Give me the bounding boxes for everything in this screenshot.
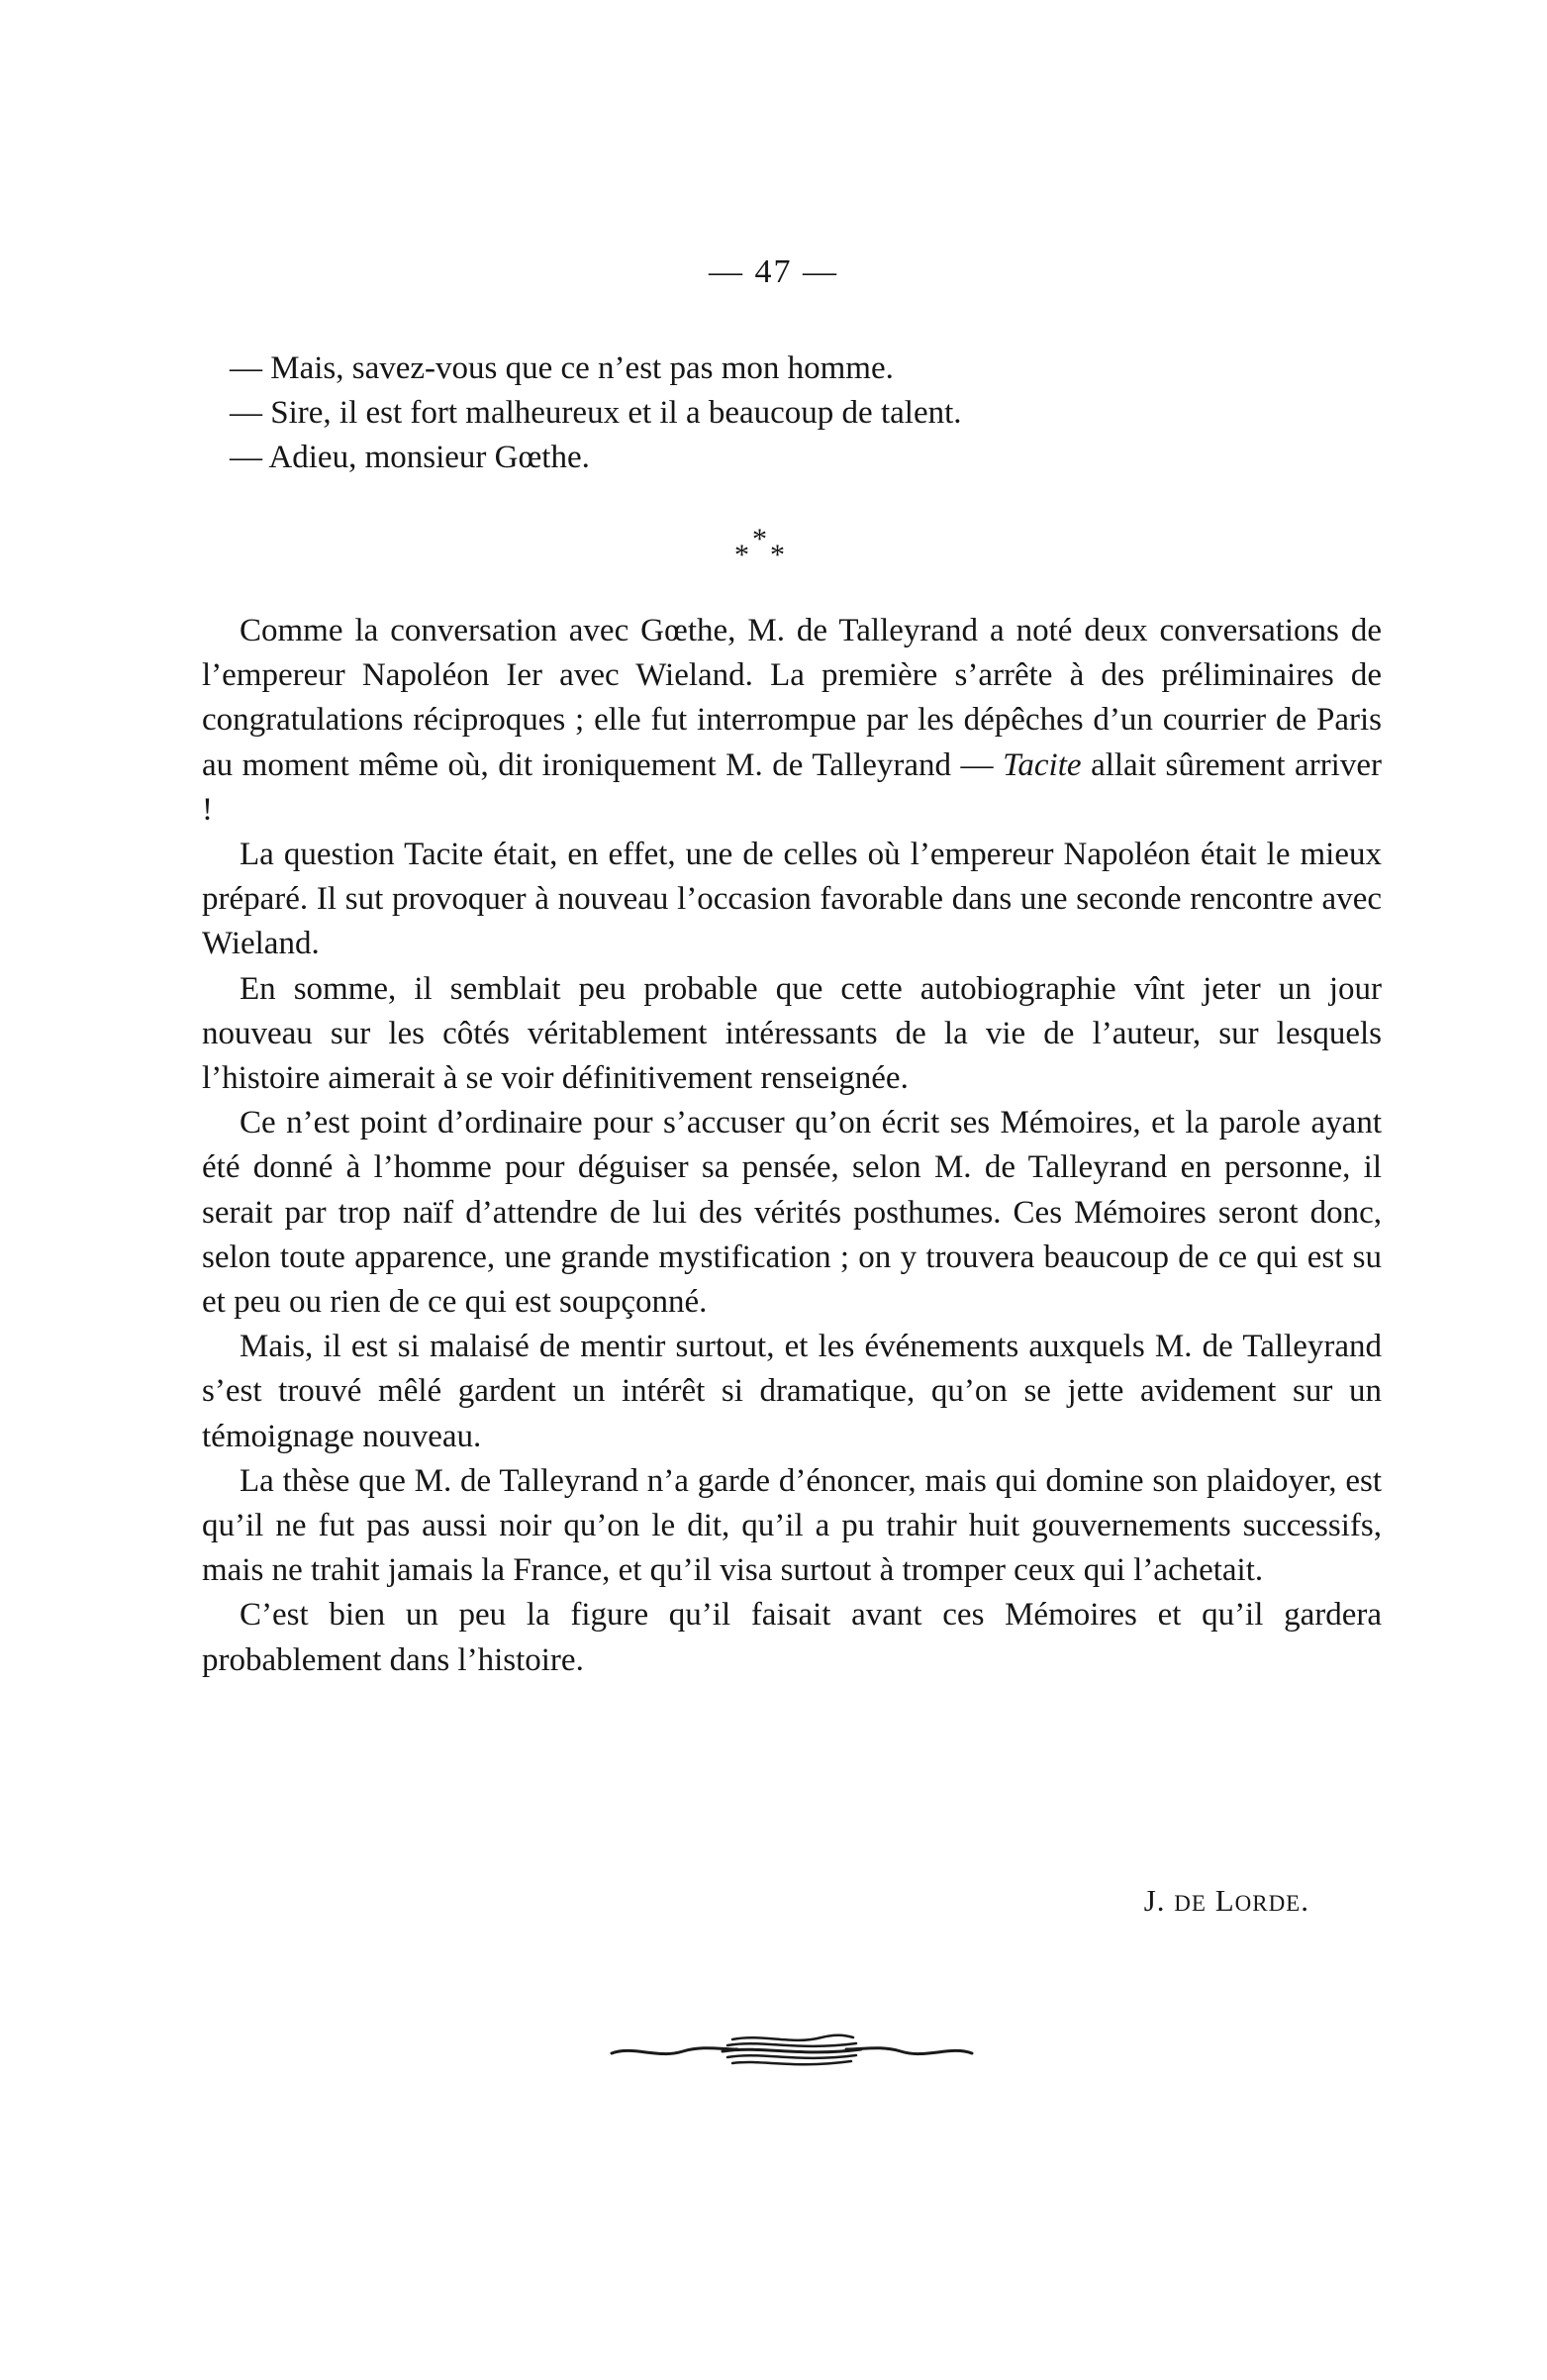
italic-work-title: Tacite [1003, 746, 1082, 783]
paragraph: C’est bien un peu la figure qu’il faisait avant ces Mémoires et qu’il gardera probablement dans l’histoire. [202, 1597, 1382, 1678]
author-signature [1144, 1883, 1309, 1919]
article-body [202, 609, 1382, 1683]
wavy-tailpiece-ornament-icon [604, 2020, 980, 2079]
dialogue-line: — Adieu, monsieur Gœthe. [230, 440, 590, 475]
page-number: — 47 — [709, 253, 838, 290]
dialogue-line: — Sire, il est fort malheureux et il a beaucoup de talent. [230, 395, 962, 431]
signature-period: . [1301, 1883, 1309, 1918]
dialogue-line: — Mais, savez-vous que ce n’est pas mon homme. [230, 350, 894, 386]
signature-particle: DE [1174, 1891, 1207, 1916]
asterism-star-left: * [734, 539, 749, 571]
paragraph: Mais, il est si malaisé de mentir surtout, et les événements auxquels M. de Talleyrand s’est trouvé mêlé gardent un intérêt si dramatique, qu’on se jette avidement sur un témoignage nouveau. [202, 1329, 1382, 1454]
paragraph: En somme, il semblait peu probable que cette autobiographie vînt jeter un jour nouveau sur les côtés véritablement intéressants de la vie de l’auteur, sur lesquels l’histoire aimerait à se voir définitivement renseignée. [202, 970, 1382, 1097]
asterism-star-top: * [752, 523, 767, 555]
signature-name-cap: L [1214, 1883, 1235, 1918]
dialogue-block [230, 347, 1378, 480]
signature-initial: J. [1143, 1883, 1166, 1918]
section-asterism [713, 523, 812, 582]
asterism-star-right: * [770, 539, 785, 571]
paragraph: Ce n’est point d’ordinaire pour s’accuser qu’on écrit ses Mémoires, et la parole ayant été donné à l’homme pour déguiser sa pensée, selon M. de Talleyrand en personne, il serait par trop naïf d’attendre de lui des vérités posthumes. Ces Mémoires seront donc, selon toute apparence, une grande mystification ; on y trouvera beaucoup de ce qui est su et peu ou rien de ce qui est soupçonné. [202, 1105, 1382, 1321]
paragraph [202, 609, 1382, 833]
paragraph-text: Comme la conversation avec Gœthe, M. de Talleyrand a noté deux conversations de l’empereur Napoléon Ier avec Wieland. La première s’arrête à des préliminaires de congratulations réciproques ; elle fut interrompue par les dépêches d’un courrier de Paris au moment même où, dit ironiquement M. de Talleyrand — [202, 613, 1382, 783]
paragraph: La thèse que M. de Talleyrand n’a garde d’énoncer, mais qui domine son plaidoyer, est qu’il ne fut pas aussi noir qu’on le dit, qu’il a pu trahir huit gouvernements successifs, mais ne trahit jamais la France, et qu’il visa surtout à tromper ceux qui l’achetait. [202, 1462, 1382, 1589]
paragraph-text: allait sûrement arriver ! [202, 746, 1382, 828]
signature-name-rest: ORDE [1234, 1891, 1302, 1916]
paragraph: La question Tacite était, en effet, une de celles où l’empereur Napoléon était le mieux préparé. Il sut provoquer à nouveau l’occasion favorable dans une seconde rencontre avec Wieland. [202, 837, 1382, 962]
